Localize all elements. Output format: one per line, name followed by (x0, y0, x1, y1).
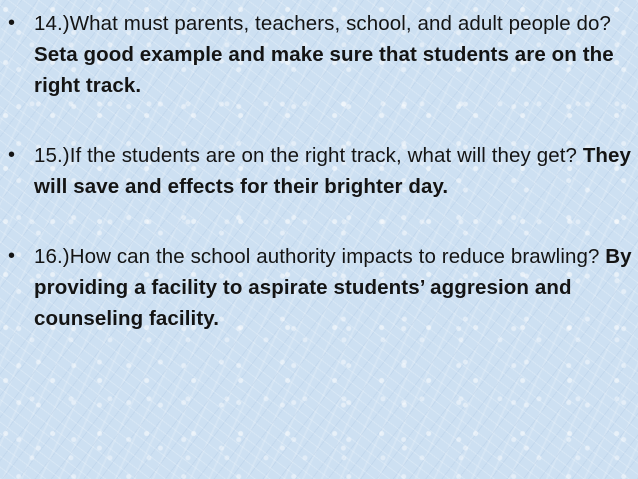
question-text: 15.)If the students are on the right track, what will they get? (34, 144, 583, 167)
bullet-icon: • (8, 245, 16, 267)
bullet-icon: • (8, 144, 16, 166)
question-text: 14.)What must parents, teachers, school, and adult people do? (34, 12, 612, 35)
answer-text: By providing a facility to aspirate students’ aggresion and counseling facility. (34, 245, 632, 330)
question-text: 16.)How can the school authority impacts to reduce brawling? (34, 245, 606, 268)
answer-text: They will save and effects for their brighter day. (34, 144, 632, 198)
question-list (6, 8, 632, 373)
answer-text: Seta good example and make sure that students are on the right track. (34, 43, 614, 97)
list-item (6, 241, 632, 334)
list-item (6, 8, 632, 101)
bullet-icon: • (8, 12, 16, 34)
list-item (6, 140, 632, 202)
